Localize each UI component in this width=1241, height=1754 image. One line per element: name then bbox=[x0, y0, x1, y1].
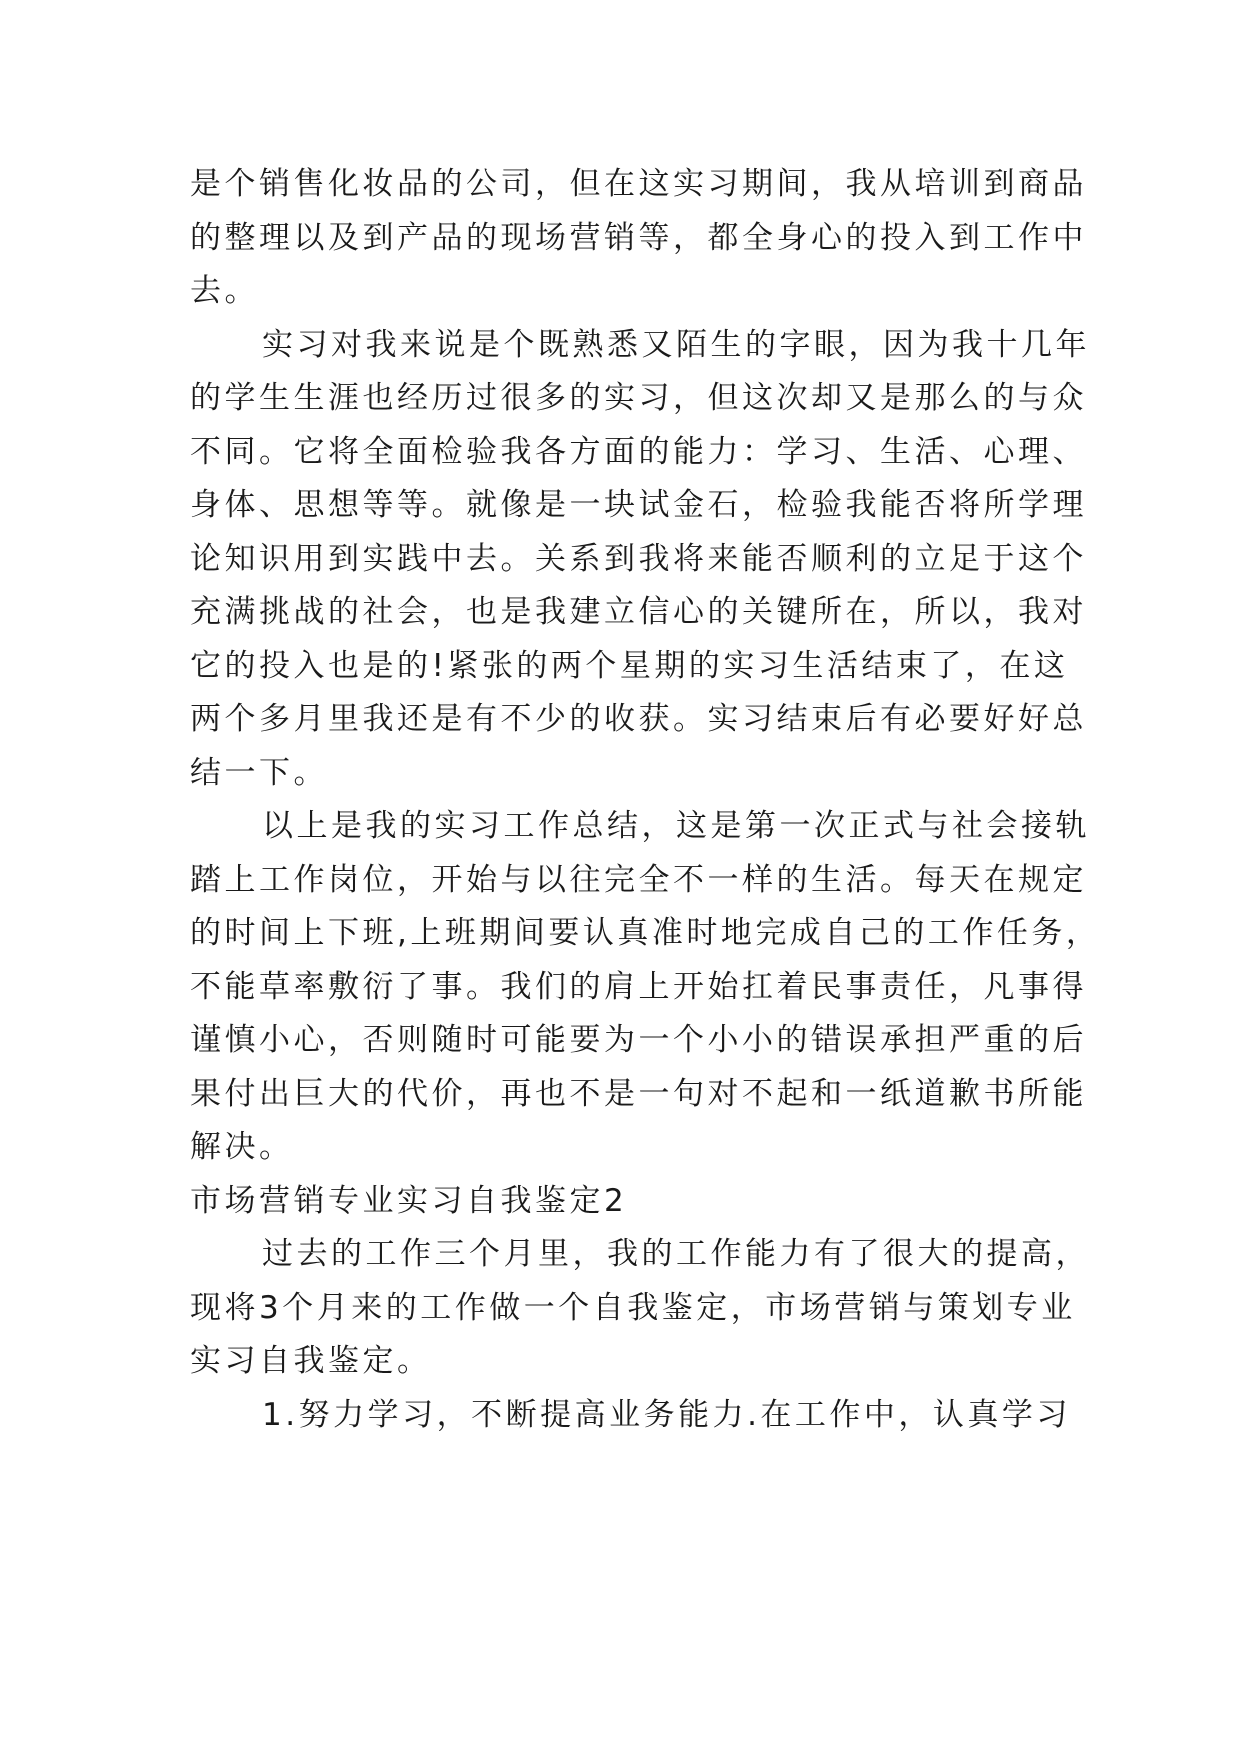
text-line: 果付出巨大的代价，再也不是一句对不起和一纸道歉书所能 bbox=[190, 1075, 1087, 1112]
paragraph bbox=[190, 319, 1090, 801]
paragraph bbox=[190, 1228, 1090, 1389]
paragraph bbox=[190, 1175, 1060, 1229]
text-line: 市场营销专业实习自我鉴定2 bbox=[190, 1182, 628, 1219]
text-line: 它的投入也是的!紧张的两个星期的实习生活结束了，在这 bbox=[190, 647, 1069, 684]
text-line: 1.努力学习，不断提高业务能力.在工作中，认真学习 bbox=[262, 1396, 1071, 1433]
text-line: 充满挑战的社会，也是我建立信心的关键所在，所以，我对 bbox=[190, 594, 1087, 630]
text-line: 现将3个月来的工作做一个自我鉴定，市场营销与策划专业 bbox=[190, 1289, 1076, 1326]
text-line: 两个多月里我还是有不少的收获。实习结束后有必要好好总 bbox=[190, 701, 1087, 737]
paragraph bbox=[190, 800, 1101, 1175]
text-line: 身体、思想等等。就像是一块试金石，检验我能否将所学理 bbox=[190, 487, 1087, 523]
text-line: 论知识用到实践中去。关系到我将来能否顺利的立足于这个 bbox=[190, 540, 1087, 577]
text-line: 的时间上下班,上班期间要认真准时地完成自己的工作任务， bbox=[190, 915, 1101, 951]
text-line: 踏上工作岗位，开始与以往完全不一样的生活。每天在规定 bbox=[190, 861, 1087, 898]
text-line: 不能草率敷衍了事。我们的肩上开始扛着民事责任，凡事得 bbox=[190, 968, 1087, 1005]
document-body bbox=[190, 158, 1101, 1442]
text-line: 是个销售化妆品的公司，但在这实习期间，我从培训到商品 bbox=[190, 166, 1087, 202]
text-line: 去。 bbox=[190, 273, 259, 309]
text-line: 的整理以及到产品的现场营销等，都全身心的投入到工作中 bbox=[190, 219, 1087, 256]
text-line: 实习自我鉴定。 bbox=[190, 1343, 432, 1379]
text-line: 不同。它将全面检验我各方面的能力：学习、生活、心理、 bbox=[190, 433, 1087, 470]
text-line: 以上是我的实习工作总结，这是第一次正式与社会接轨 bbox=[262, 808, 1090, 844]
text-line: 谨慎小心，否则随时可能要为一个小小的错误承担严重的后 bbox=[190, 1022, 1087, 1058]
text-line: 解决。 bbox=[190, 1129, 294, 1165]
text-line: 实习对我来说是个既熟悉又陌生的字眼，因为我十几年 bbox=[262, 326, 1090, 363]
text-line: 的学生生涯也经历过很多的实习，但这次却又是那么的与众 bbox=[190, 380, 1087, 416]
text-line: 过去的工作三个月里，我的工作能力有了很大的提高， bbox=[262, 1236, 1090, 1272]
text-line: 结一下。 bbox=[190, 754, 328, 791]
paragraph bbox=[190, 158, 1087, 319]
paragraph bbox=[190, 1389, 1071, 1443]
